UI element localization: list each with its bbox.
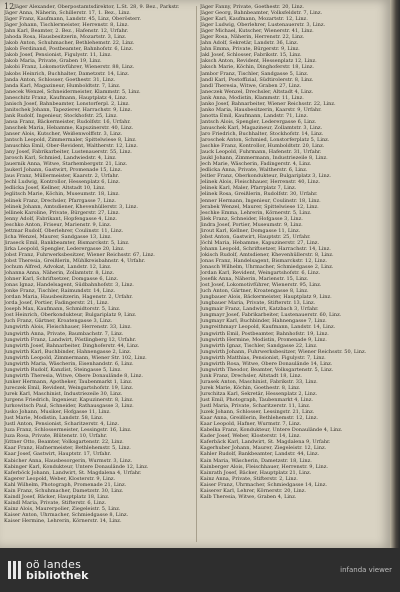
directory-entry: Jonke Franz, Tischler, Raimundstr. 14, Linz. — [4, 288, 116, 295]
directory-entry: Jost Josef, Lokomotivführer, Wienerstr. 95, Linz. — [200, 282, 322, 289]
directory-entry: Kaar Josef, Gastwirt, Hauptstr. 17, Urfahr. — [4, 451, 112, 458]
directory-entry: Jungmayr Karl, Buchbinder, Hahnengasse 7, Linz. — [200, 318, 327, 325]
directory-entry: Jelinek Alois, Fleischhauer, Herrenstr. 40, Linz. — [200, 179, 320, 186]
directory-entry: Jüttner Otto, Beamter, Volksgartenstr. 22, Linz. — [4, 439, 124, 446]
directory-entry: Janotta Emil, Kaufmann, Landstr. 71, Linz. — [200, 112, 308, 119]
directory-entry: Jungmayr Josef, Fabrikarbeiter, Lustenauerstr. 60, Linz. — [200, 312, 342, 319]
directory-entry: Jakob Josef, Pensionist, Figulystr. 11, Linz. — [4, 52, 112, 59]
directory-entry: Jureczek Emil, Revident, Weingartshofstr. 19, Linz. — [4, 384, 134, 391]
directory-entry: Jakob Anton, Schuhmacher, Bethlehemstr. 22, Linz. — [4, 40, 135, 47]
directory-entry: Kainz Alois, Maurerpolier, Ziegeleistr. 5, Linz. — [4, 505, 121, 512]
directory-entry: Jirka Leopold, Spengler, Lederergasse 20, Linz. — [4, 245, 125, 252]
left-column — [4, 4, 190, 544]
directory-entry: Jorda Josef, Portier, Fadingerstr. 21, Linz. — [4, 300, 109, 307]
directory-entry: Jelinek Franz, Drechsler, Pfarrgasse 7, Linz. — [4, 197, 116, 204]
directory-entry: Jelinek Karl, Maler, Pfarrplatz 7, Linz. — [200, 185, 297, 192]
directory-entry: Kabinger Karl, Kondukteur, Untere Donaulände 12, Linz. — [4, 463, 149, 470]
directory-entry: Jauck Leopold, Fuhrmann, Hafenstr. 31, Urfahr. — [200, 149, 322, 156]
directory-entry: Jungwirth Emil, Postbeamter, Bahnhofstr. 19, Linz. — [200, 330, 329, 337]
directory-entry: Kain Maria, Wäscherin, Dametzstr. 18, Linz. — [200, 457, 312, 464]
viewer-label[interactable]: infanda viewer — [340, 566, 392, 574]
directory-entry: Kaiser Franz, Uhrmacher, Schmiedgasse 14, Linz. — [200, 481, 327, 488]
directory-entry: Jungwirth Franz, Landwirt, Pöstlingberg 12, Urfahr. — [4, 336, 137, 343]
directory-entry: Jordan Maria, Hausbesitzerin, Hagenstr. 2, Urfahr. — [4, 294, 133, 301]
directory-entry: Jaro Friedrich, Buchhalter, Stockhofstr. 14, Linz. — [200, 130, 324, 137]
directory-entry: Jungmair Franz, Landwirt, Katzbach 3, Urfahr. — [200, 306, 319, 313]
directory-entry: Kader Josef, Weber, Klosterstr. 14, Linz. — [200, 433, 301, 440]
directory-entry: Jahn Emma, Private, Bürgerstr. 9, Linz. — [200, 46, 300, 53]
directory-entry: Jokisch Rudolf, Amtsdiener, Khevenhüllerstr. 8, Linz. — [200, 251, 334, 258]
directory-entry: Kaferböck Johann, Landwirt, St. Magdalena 4, Urfahr. — [4, 469, 142, 476]
directory-entry: Jeschko Anton, Friseur, Marienstr. 9, Linz. — [4, 221, 112, 228]
directory-entry: Just Marie, Modistin, Landstr. 58, Linz. — [4, 415, 104, 422]
directory-entry: Jäger Alexander, Oberpostamtsdirektor, L.St. 28, 9. Bez., Parkstr. — [14, 4, 180, 10]
directory-entry: Jaukl Johann, Zimmermann, Industriezeile 8, Linz. — [200, 155, 328, 162]
directory-entry: Jungwirth Anna, Private, Baumbachstr. 7, Linz. — [4, 330, 124, 337]
directory-entry: Jäger Michael, Kutscher, Wienerstr. 41, Linz. — [200, 28, 314, 35]
directory-entry: Kabelka Franz, Kondukteur, Untere Donaulände 4, Linz. — [200, 427, 343, 434]
directory-entry: Justl Anton, Pensionist, Scharitzerstr. 4, Linz. — [4, 421, 120, 428]
directory-entry: Jonasch Wilhelm, Uhrmacher, Schmiedgasse 2, Linz. — [200, 264, 334, 271]
directory-entry: Jahn Adolf, Sekretär, Landstr. 36, Linz. — [200, 40, 299, 47]
directory-entry: Jakobs Heinrich, Buchhalter, Dametzstr. 14, Linz. — [4, 70, 130, 77]
directory-entry: Jandl Karl, Postoffizial, Südtirolerstr. 8, Linz. — [200, 76, 314, 83]
directory-entry: Jungwirth Theodor, Beamter, Volksgartenstr. 5, Linz. — [200, 366, 334, 373]
directory-entry: Jungwirth Johann, Fuhrwerksbesitzer, Wiener Reichsstr. 50, Linz. — [200, 348, 367, 355]
directory-entry: Jurasek Anton, Maschinist, Fabrikstr. 33, Linz. — [200, 378, 318, 385]
logo-line2: bibliothek — [26, 569, 89, 582]
directory-entry: Jungreithmayr Leopold, Kaufmann, Landstr. 14, Linz. — [200, 324, 336, 331]
directory-entry: Jedlicka Josef, Kellner, Altstadt 10, Linz. — [4, 185, 106, 192]
directory-entry: Jandl Theresia, Witwe, Graben 27, Linz. — [200, 82, 302, 89]
directory-entry: Jurgens Friedrich, Ingenieur, Kapuzinerstr. 8, Linz. — [4, 397, 134, 404]
directory-entry: Just Emil, Photograph, Taubenmarkt 4, Linz. — [200, 397, 313, 404]
directory-entry: Jelinek Johann, Amtsdiener, Khevenhüllerstr. 3, Linz. — [4, 203, 138, 210]
directory-entry: Johann Leopold, Schriftsetzer, Harrachstr. 14, Linz. — [200, 245, 331, 252]
directory-entry: Junk Franz, Drechsler, Altstadt 18, Linz. — [200, 372, 302, 379]
directory-entry: Josefik Anna, Näherin, Marienstr. 15, Linz. — [200, 276, 309, 283]
directory-entry: Jobst Franz, Fuhrwerksbesitzer, Wiener Reichsstr. 67, Linz. — [4, 251, 155, 258]
directory-entry: Jochum Alfred, Advokat, Landstr. 12, Linz. — [4, 264, 112, 271]
directory-entry: Jobst Theresia, Greißlerin, Mühlkreisbahnstr. 4, Urfahr. — [4, 257, 146, 264]
directory-entry: Jurschitza Karl, Sekretär, Hessenplatz 2, Linz. — [200, 391, 318, 397]
directory-entry: Jäger Rosa, Näherin, Herrenstr. 22, Linz. — [200, 34, 305, 41]
directory-entry: Kaindl Maria, Private, Stifterstr. 6, Linz. — [4, 499, 107, 506]
directory-entry: Jungwirth Josef, Bahnarbeiter, Dinghoferstr. 44, Linz. — [4, 342, 140, 349]
directory-entry: Kabicher Anna, Hausbesorgerin, Wurmstr. 3, Linz. — [4, 457, 133, 464]
page-number: 12 — [4, 2, 15, 11]
directory-entry: Jahoda Rosa, Hausbesitzerin, Mozartstr. 3, Linz. — [4, 34, 127, 41]
directory-entry: Jeschke Emma, Lehrerin, Körnerstr. 5, Linz. — [200, 209, 312, 216]
directory-entry: Janda Anton, Schlosser, Goethestr. 31, Linz. — [4, 76, 116, 83]
directory-entry: Jungwirth Matthias, Pensionist, Figulystr. 7, Linz. — [200, 354, 326, 361]
directory-entry: Janschek Maria, Hebamme, Kapuzinerstr. 40, Linz. — [4, 124, 134, 131]
directory-entry: Jungwirth Maria, Wäscherin, Eisenhandstr. 6, Linz. — [4, 360, 134, 367]
directory-entry: Jungbauer Alois, Bäckermeister, Hauptplatz 9, Linz. — [200, 294, 332, 301]
directory-entry: Jost Heinrich, Oberkondukteur, Bulgariplatz 9, Linz. — [4, 312, 137, 319]
directory-entry: Jaukerl Johann, Gastwirt, Promenade 15, Linz. — [4, 167, 122, 174]
directory-entry: Jenny Adolf, Fabrikant, Hopfengasse 4, Linz. — [4, 215, 117, 222]
directory-entry: Jeglitsch Marie, Köchin, Museumstr. 18, Linz. — [4, 191, 120, 198]
directory-entry: Kainrath Josef, Bäcker, Hauptplatz 21, Linz. — [200, 469, 312, 476]
directory-entry: Janeschitz Franz, Kaufmann, Hauptplatz 4, Linz. — [4, 94, 128, 101]
directory-entry: Kain Franz, Schuhmacher, Dametzstr. 30, Linz. — [4, 487, 124, 494]
directory-entry: Janser Alois, Kutscher, Weißenwolffstr. 3, Linz. — [4, 130, 123, 137]
directory-entry: Jech Marie, Wäscherin, Fadingerstr. 4, Linz. — [200, 161, 312, 168]
directory-entry: Kaferbäck Karl, Landwirt, St. Magdalena 9, Urfahr. — [200, 439, 331, 446]
directory-entry: Jaroschek Anton, Schmied, Lonstorferplatz 5, Linz. — [200, 137, 330, 144]
library-logo[interactable] — [8, 559, 88, 581]
directory-entry: Janitschek Johann, Tapezierer, Harrachstr. 9, Linz. — [4, 106, 132, 113]
directory-entry: Kalb Theresia, Witwe, Graben 4, Linz. — [200, 493, 297, 500]
right-column — [200, 4, 386, 544]
directory-entry: Jusko Johann, Musiker, Hofgasse 11, Linz. — [4, 409, 111, 416]
directory-entry: Junker Hermann, Apotheker, Taubenmarkt 1, Linz. — [4, 378, 133, 385]
directory-entry: Januschka Emil, Ober-Revident, Waltherstr. 12, Linz. — [4, 143, 138, 150]
directory-entry: Jarosch Karl, Schmied, Landwiedstr. 4, Linz. — [4, 155, 117, 162]
directory-entry: Janda Karl, Magazineur, Humboldtstr. 7, Linz. — [4, 82, 121, 89]
directory-entry: Justl Maria, Private, Scharitzerstr. 11, Linz. — [200, 403, 311, 410]
directory-entry: Jellinek Karoline, Private, Bürgerstr. 27, Linz. — [4, 209, 120, 216]
directory-entry: Jank Anna, Modistin, Klammstr. 11, Linz. — [200, 94, 304, 101]
directory-entry: Jungbauer Maria, Private, Stifterstr. 13, Linz. — [200, 300, 316, 307]
directory-entry: Jordan Karl, Revident, Weingartshofstr. 6, Linz. — [200, 270, 321, 277]
directory-entry: Jungwirth Theresia, Witwe, Obere Donaulände 8, Linz. — [4, 372, 143, 379]
directory-entry: Kagerhuber Johann, Maurer, Ziegeleistr. 12, Linz. — [200, 445, 327, 452]
directory-entry: Jechl Ludwig, Kontrollor, Hessenplatz 6, Linz. — [4, 179, 121, 186]
directory-entry: Jäger Karl, Kaufmann, Mozartstr. 12, Linz. — [200, 16, 308, 23]
directory-entry: Janisch Josef, Bahnbeamter, Lonstorferpl. 2, Linz. — [4, 100, 130, 107]
directory-entry: Jungwirth Rosa, Witwe, Obere Donaulände 14, Linz. — [200, 360, 333, 367]
viewer-footer — [0, 548, 400, 592]
directory-entry: Jambor Franz, Tischler, Sandgasse 5, Linz. — [200, 70, 309, 77]
directory-entry: Jungwirth Rudolf, Kanzlist, Steingasse 5, Linz. — [4, 366, 122, 373]
directory-entry: Janecek Wenzel, Schneidermeister, Klammstr. 5, Linz. — [4, 88, 141, 95]
directory-entry: Johner Karl, Schriftsetzer, Domgasse 6, Linz. — [4, 276, 119, 283]
directory-entry: Jaksch Anton, Revident, Hessenplatz 12, Linz. — [200, 58, 317, 65]
directory-entry: Jahn Karl, Beamter, 2. Bez., Hafenstr. 12, Urfahr. — [4, 28, 129, 35]
directory-entry: Jindra Josef, Portier, Museumstr. 9, Linz. — [200, 221, 303, 228]
directory-entry: Januschek Karl, Magazineur, Zollamtstr. 3, Linz. — [200, 124, 323, 131]
directory-entry: Jaschke Franz, Kontrollor, Humboldtstr. 20, Linz. — [200, 143, 325, 150]
directory-entry: Jäger Anna, Näherin, Schillerstr. 17, 1. Bez., Linz. — [4, 10, 131, 17]
directory-entry: Kaiser Hermine, Lehrerin, Körnerstr. 14, Linz. — [4, 517, 122, 524]
directory-entry: Janko Maria, Hausbesitzerin, Kaarstr. 9, Urfahr. — [200, 106, 322, 113]
directory-entry: Jungwirth Ignaz, Tischler, Sandgasse 22, Linz. — [200, 342, 318, 349]
directory-entry: Jantsch Alois, Spengler, Lederergasse 6, Linz. — [200, 118, 317, 125]
directory-entry: Jerabek Wenzel, Maurer, Spittelwiese 12, Linz. — [200, 203, 319, 210]
directory-entry: Kahl Wilhelm, Photograph, Promenade 21, Linz. — [4, 481, 127, 488]
directory-entry: Jaus Franz, Müllermeister, Kaarstr. 2, Urfahr. — [4, 173, 120, 180]
directory-entry: Kainberger Alois, Fleischhauer, Herrenstr. 9, Linz. — [200, 463, 328, 470]
directory-entry: Jungwirth Hermine, Modistin, Promenade 9, Linz. — [200, 336, 327, 343]
directory-entry: Joseph Max, Kaufmann, Schmidtorstr. 5, Linz. — [4, 306, 121, 313]
directory-entry: Jäger Johann, Tischlermeister, Herrenstr. 8, Linz. — [4, 22, 129, 29]
directory-entry: Kagerer Leopold, Weber, Klosterstr. 9, Linz. — [4, 475, 116, 482]
directory-entry: Juch Anton, Gärtner, Kroatengasse 8, Linz. — [200, 288, 309, 295]
directory-entry: Juch Franz, Gärtner, Kroatengasse 3, Linz. — [4, 318, 113, 325]
directory-entry: Juza Rosa, Private, Blütenstr. 10, Urfahr. — [4, 433, 108, 440]
directory-entry: Jenner Hermann, Ingenieur, Coulinstr. 18, Linz. — [200, 197, 321, 204]
directory-entry: Jank Rudolf, Ingenieur, Stockhofstr. 25, Linz. — [4, 112, 118, 119]
directory-entry: Jiraseck Emil, Bankbeamter, Bismarckstr. 5, Linz. — [4, 239, 130, 246]
directory-entry: Janko Josef, Bahnarbeiter, Wiener Reichsstr. 22, Linz. — [200, 100, 336, 107]
directory-entry: Kaiser Anton, Uhrmacher, Schmiedgasse 8, Linz. — [4, 511, 129, 518]
directory-entry: Jonas Franz, Handelsagent, Bismarckstr. 12, Linz. — [200, 257, 327, 264]
directory-entry: Kahler Rudolf, Bankbeamter, Landstr. 44, Linz. — [200, 451, 320, 458]
directory-entry: Juza Franz, Schlossermeister, Lessingstr. 16, Linz. — [4, 427, 132, 434]
directory-entry: Jungwirth Leopold, Zimmermann, Wiener Str. 102, Linz. — [4, 354, 147, 361]
directory-entry: Jobst Anton, Gastwirt, Hauptstr. 25, Urfahr. — [200, 233, 311, 240]
directory-entry: Jicha Wenzel, Maurer, Sandgasse 13, Linz. — [4, 233, 112, 240]
directory-entry: Kaindl Josef, Bäcker, Hauptplatz 18, Linz. — [4, 493, 110, 500]
logo-line1: oö landes — [26, 558, 82, 571]
directory-entry: Jungwirth Karl, Buchbinder, Hahnengasse 2, Linz. — [4, 348, 132, 355]
directory-entry: Jakl Josef, Schlosser, Fabrikstr. 15, Linz. — [200, 52, 302, 59]
directory-entry: Jany Josef, Fabrikarbeiter, Lustenauerstr. 55, Linz. — [4, 149, 132, 156]
directory-entry: Kainz Anna, Private, Stifterstr. 2, Linz. — [200, 475, 298, 482]
directory-entry: Jansa Franz, Bäckermeister, Rudolfstr. 16, Urfahr. — [4, 118, 131, 125]
directory-entry: Jaksch Marie, Köchin, Dinghoferstr. 18, Linz. — [200, 64, 315, 71]
directory-entry: Kaar Leopold, Hafner, Wurmstr. 7, Linz. — [200, 421, 302, 428]
directory-entry: Jöchl Maria, Hebamme, Kapuzinerstr. 27, Linz. — [200, 239, 320, 246]
directory-entry: Jonas Ignaz, Handelsagent, Südbahnhofstr. 3, Linz. — [4, 282, 134, 289]
directory-entry: Jäger Ludwig, Oberlehrer, Lustenauerstr. 3, Linz. — [200, 22, 326, 29]
directory-entry: Jakobi Franz, Lokomotivführer, Wienerstr. 88, Linz. — [4, 64, 135, 71]
directory-entry: Jantsch Leopold, Zimmermaler, Spittelwiese 8, Linz. — [4, 137, 137, 144]
directory-entry: Juzek Johann, Schlosser, Lessingstr. 21, Linz. — [200, 409, 315, 416]
directory-entry: Jurkowitsch Paul, Schneider, Rathausgasse 3, Linz. — [4, 403, 134, 410]
directory-entry: Kaiserer Karl, Lehrer, Körnerstr. 20, Linz. — [200, 487, 306, 494]
directory-entry: Jurek Karl, Maschinist, Industriezeile 30, Linz. — [4, 391, 123, 397]
directory-entry: Kaar Franz, Hafnermeister, Bethlehemstr. 5, Linz. — [4, 445, 131, 452]
directory-entry: Jirout Karl, Kellner, Domgasse 11, Linz. — [200, 227, 301, 234]
directory-entry: Jäger Georg, Bahnbeamter, Volksfeldstr. 7, Linz. — [200, 10, 323, 17]
directory-entry: Jakob Ferdinand, Postbeamter, Bahnhofstr. 6, Linz. — [4, 46, 134, 53]
library-logo-icon — [8, 561, 21, 579]
directory-entry: Jettmar Rudolf, Oberlehrer, Coulinstr. 11, Linz. — [4, 227, 124, 234]
directory-entry: Jakob Maria, Private, Graben 19, Linz. — [4, 58, 102, 65]
directory-entry: Jäger Franz, Kaufmann, Landstr. 45, Linz, Oberösterr. — [4, 16, 141, 23]
directory-entry: Jelinek Rosa, Greißlerin, Rudolfstr. 30, Urfahr. — [200, 191, 318, 198]
directory-entry: Jäger Fanny, Private, Goethestr. 20, Linz. — [200, 4, 304, 10]
library-logo-text — [26, 559, 88, 581]
directory-entry: Jeitler Franz, Oberkondukteur, Bulgariplatz 3, Linz. — [200, 173, 331, 180]
directory-entry: Jedlicka Anna, Private, Waltherstr. 6, Linz. — [200, 167, 308, 174]
directory-entry: Janeczek Wenzel, Drechsler, Altstadt 4, Linz. — [200, 88, 314, 95]
directory-entry: Jungwirth Alois, Fleischhauer, Herrenstr. 33, Linz. — [4, 324, 132, 331]
column-divider — [196, 6, 197, 542]
directory-entry: Johanna Anna, Näherin, Zollamtstr. 8, Linz. — [4, 270, 115, 277]
directory-entry: Jurek Marie, Köchin, Goethestr. 8, Linz. — [200, 384, 301, 391]
page-gutter — [390, 0, 400, 548]
directory-entry: Jauernik Anna, Witwe, Starhembergstr. 21, Linz. — [4, 161, 128, 168]
directory-entry: Kaar Anna, Greißlerin, Bethlehemstr. 12, Linz. — [200, 415, 318, 422]
directory-entry: Jilek Franz, Schneider, Hofgasse 3, Linz. — [200, 215, 303, 222]
